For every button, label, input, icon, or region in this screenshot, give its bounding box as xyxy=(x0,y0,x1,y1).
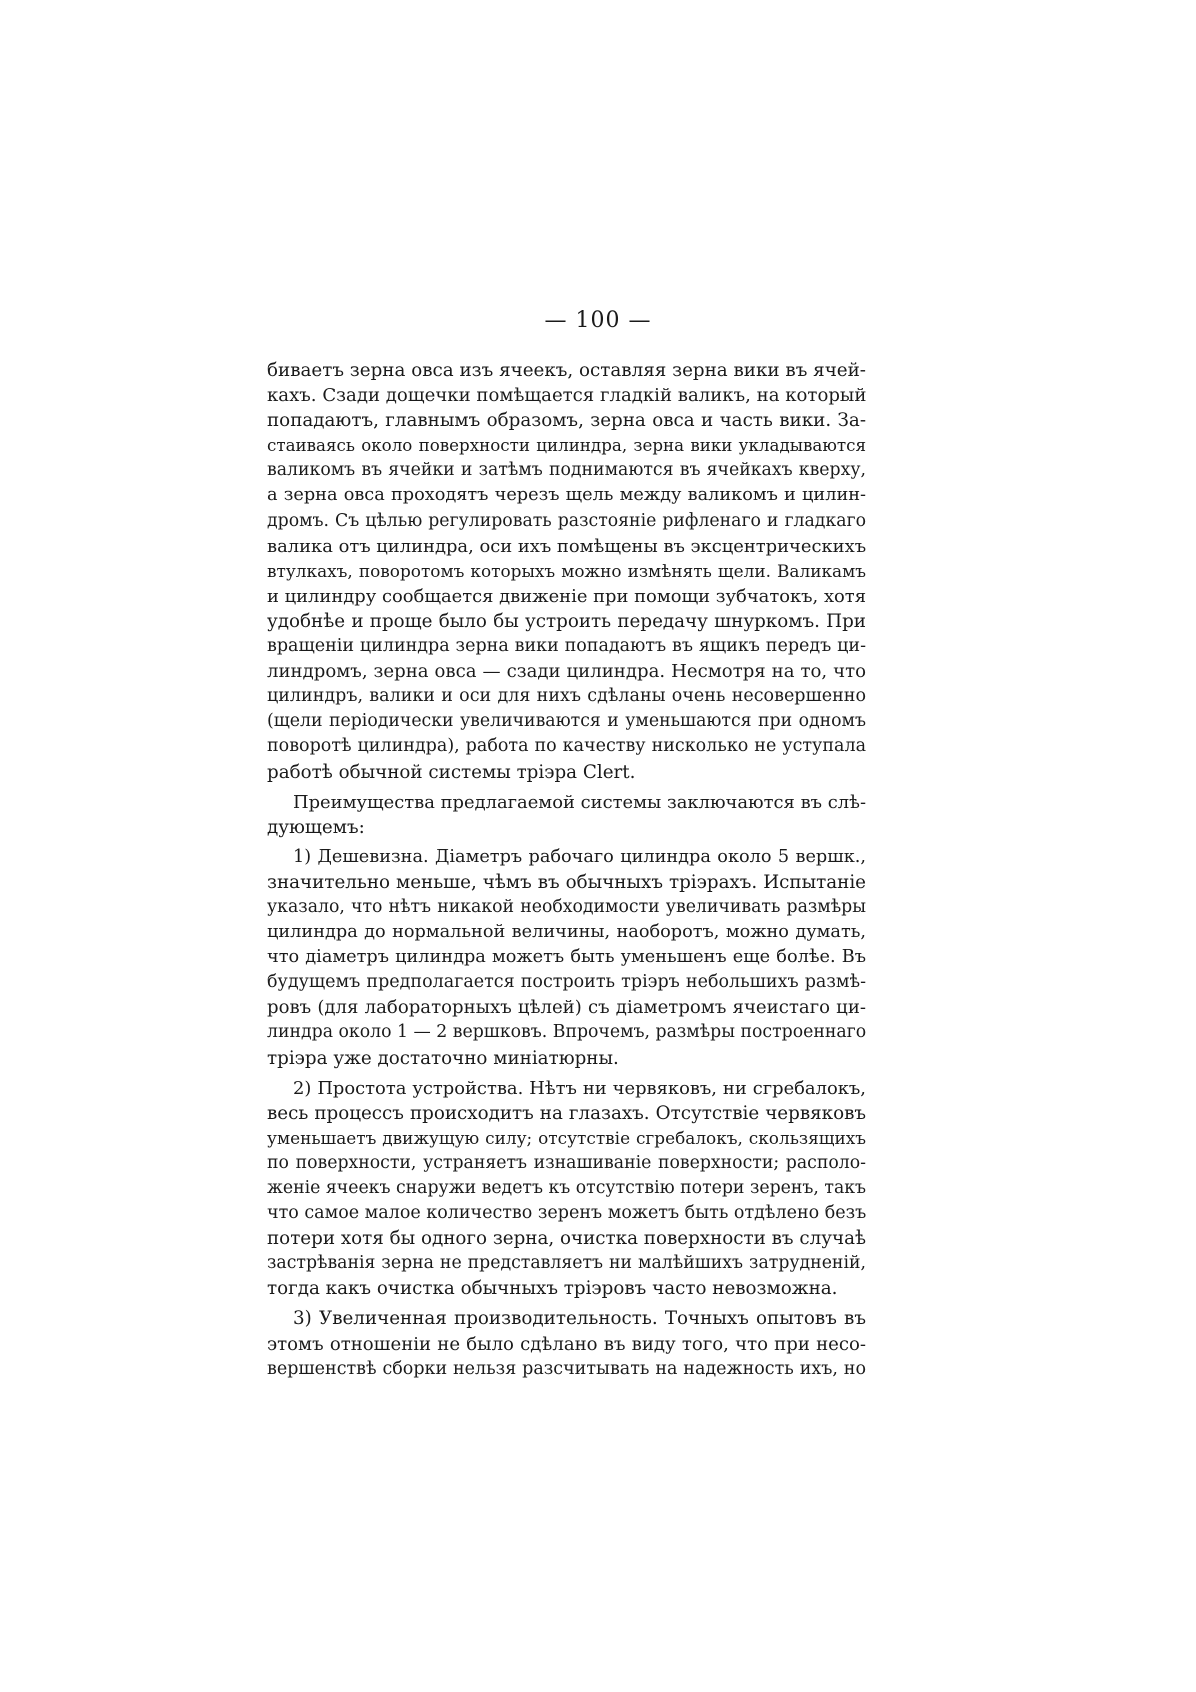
paragraph-5 xyxy=(267,1306,866,1381)
text-line: тогда какъ очистка обычныхъ тріэровъ часто невозможна. xyxy=(267,1278,838,1300)
text-line: поворотѣ цилиндра), работа по качеству нисколько не уступала xyxy=(267,736,866,757)
text-line: валика отъ цилиндра, оси ихъ помѣщены въ эксцентрическихъ xyxy=(267,535,867,557)
text-line: потери хотя бы одного зерна, очистка поверхности въ случаѣ xyxy=(267,1228,866,1250)
text-line: Преимущества предлагаемой системы заключаются въ слѣ- xyxy=(293,791,866,813)
text-line: и цилиндру сообщается движеніе при помощи зубчатокъ, хотя xyxy=(267,585,866,607)
text-line: работѣ обычной системы тріэра Clert. xyxy=(267,761,636,783)
text-line: женіе ячеекъ снаружи ведетъ къ отсутствію потери зеренъ, такъ xyxy=(267,1178,867,1198)
text-line: дующемъ: xyxy=(267,816,365,838)
text-line: валикомъ въ ячейки и затѣмъ поднимаются въ ячейкахъ кверху, xyxy=(267,460,866,481)
text-line: кахъ. Сзади дощечки помѣщается гладкій валикъ, на который xyxy=(267,385,867,407)
text-line: будущемъ предполагается построить тріэръ небольшихъ размѣ- xyxy=(267,972,866,993)
paragraph-3 xyxy=(267,845,866,1071)
text-line: попадаютъ, главнымъ образомъ, зерна овса и часть вики. За- xyxy=(267,410,866,432)
text-line: цилиндра до нормальной величины, наоборотъ, можно думать, xyxy=(267,922,866,943)
text-line: линдра около 1 — 2 вершковъ. Впрочемъ, размѣры построеннаго xyxy=(267,1022,867,1043)
paragraph-4 xyxy=(267,1076,866,1302)
text-line: весь процессъ происходитъ на глазахъ. Отсутствіе червяковъ xyxy=(267,1102,866,1124)
text-line: значительно меньше, чѣмъ въ обычныхъ тріэрахъ. Испытаніе xyxy=(267,871,866,893)
text-line: тріэра уже достаточно миніатюрны. xyxy=(267,1047,619,1069)
text-line: удобнѣе и проще было бы устроить передачу шнуркомъ. При xyxy=(267,610,866,632)
text-line: этомъ отношеніи не было сдѣлано въ виду того, что при несо- xyxy=(267,1333,866,1355)
text-line: 3) Увеличенная производительность. Точныхъ опытовъ въ xyxy=(293,1308,866,1330)
text-line: что діаметръ цилиндра можетъ быть уменьшенъ еще болѣе. Въ xyxy=(267,947,866,968)
text-line: биваетъ зерна овса изъ ячеекъ, оставляя зерна вики въ ячей- xyxy=(267,360,866,381)
text-line: цилиндръ, валики и оси для нихъ сдѣланы очень несовершенно xyxy=(267,686,866,707)
text-line: указало, что нѣтъ никакой необходимости увеличивать размѣры xyxy=(267,896,866,917)
text-line: дромъ. Съ цѣлью регулировать разстояніе рифленаго и гладкаго xyxy=(267,510,866,531)
page-number: — 100 — xyxy=(544,308,652,333)
body-text xyxy=(267,358,866,1382)
paragraph-1 xyxy=(267,358,866,785)
text-line: что самое малое количество зеренъ можетъ быть отдѣлено безъ xyxy=(267,1203,867,1224)
text-line: по поверхности, устраняетъ изнашиваніе поверхности; располо- xyxy=(267,1152,866,1173)
text-line: ровъ (для лабораторныхъ цѣлей) съ діаметромъ ячеистаго ци- xyxy=(267,997,866,1019)
text-line: линдромъ, зерна овса — сзади цилиндра. Несмотря на то, что xyxy=(267,661,866,683)
text-line: втулкахъ, поворотомъ которыхъ можно измѣнять щели. Валикамъ xyxy=(267,560,866,581)
text-line: (щели періодически увеличиваются и уменьшаются при одномъ xyxy=(267,711,866,732)
text-line: вершенствѣ сборки нельзя разсчитывать на надежность ихъ, но xyxy=(267,1358,866,1379)
text-line: уменьшаетъ движущую силу; отсутствіе сгребалокъ, скользящихъ xyxy=(267,1127,866,1148)
text-line: 1) Дешевизна. Діаметръ рабочаго цилиндра около 5 вершк., xyxy=(293,846,866,867)
text-line: 2) Простота устройства. Нѣтъ ни червяковъ, ни сгребалокъ, xyxy=(293,1077,866,1099)
text-line: стаиваясь около поверхности цилиндра, зерна вики укладываются xyxy=(267,435,866,456)
text-line: вращеніи цилиндра зерна вики попадаютъ въ ящикъ передъ ци- xyxy=(267,636,866,657)
text-line: застрѣванія зерна не представляетъ ни малѣйшихъ затрудненій, xyxy=(267,1253,866,1274)
text-line: а зерна овса проходятъ черезъ щель между валикомъ и цилин- xyxy=(267,485,866,506)
paragraph-2 xyxy=(267,790,866,840)
